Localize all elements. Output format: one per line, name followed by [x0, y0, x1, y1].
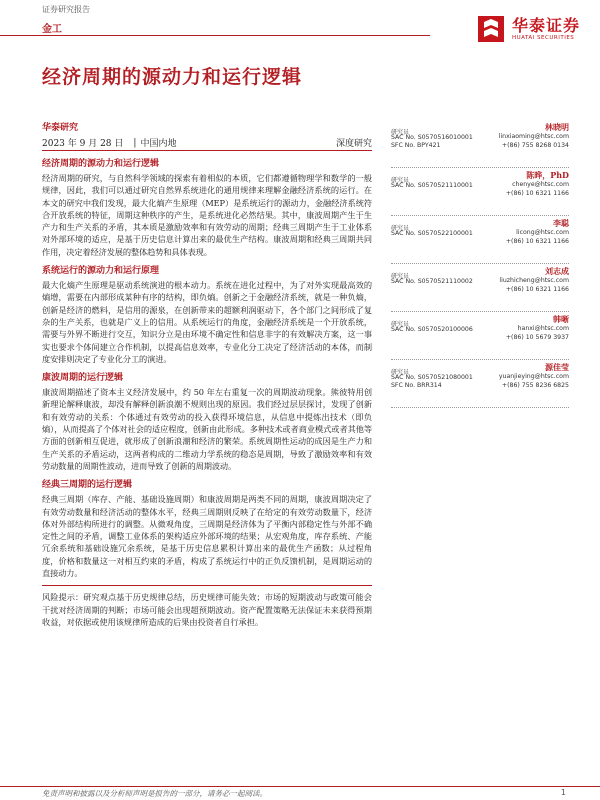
- risk-warning: 风险提示：研究观点基于历史规律总结，历史规律可能失效；市场的短期波动与政策可能会干扰对经济周期的判断；市场可能会出现超预期波动。资产配置策略无法保证未来获得预期收益，对依据或使用该规律所造成的后果由投资者自行承担。: [42, 585, 372, 628]
- analyst-email[interactable]: liuzhicheng@htsc.com: [499, 277, 569, 284]
- report-type: 深度研究: [335, 139, 372, 149]
- analyst-role: 研究员: [391, 369, 410, 376]
- analyst-sac: SAC No. S0570516010001: [391, 134, 473, 141]
- report-meta: [42, 135, 372, 151]
- section-heading: 康波周期的运行逻辑: [42, 373, 124, 384]
- meta-separator: |: [133, 137, 137, 148]
- analyst-role: 研究员: [391, 129, 410, 136]
- analyst-sac: SAC No. S0570521110001: [391, 182, 473, 189]
- analyst-email[interactable]: linxiaoming@htsc.com: [498, 133, 569, 140]
- analyst-name: 韩晰: [553, 314, 569, 324]
- analyst-phone: +(86) 10 6321 1166: [505, 286, 569, 293]
- brand-name-en: HUATAI SECURITIES: [512, 35, 575, 41]
- section-heading: 系统运行的源动力和运行原理: [42, 266, 160, 277]
- brand-name-cn: 华泰证券: [512, 16, 581, 35]
- doc-category: 证券研究报告: [42, 5, 90, 14]
- analyst-name: 陈晔，PhD: [526, 170, 569, 180]
- report-source: 华泰研究: [42, 123, 79, 133]
- section-paragraph: 最大化熵产生原理是驱动系统演进的根本动力。系统在进化过程中，为了对外实现最高效的熵增，需要在内部形成某种有序的结构，即负熵。创新之于金融经济系统，就是一种负熵，创新是经济的燃料，是信用的源泉，在创新带来的超额利润驱动下，各个部门之间形成了复杂的生产关系，也就是广义上的信用。从系统运行的角度，金融经济系统是一个开放系统，需要与外界不断进行交互，知识分立是由环境不确定性和信息非字的有效解决方案，这一事实也要求个体间建立合作机制，以提高信息效率，专业化分工决定了经济活动的本体，而制度安排则决定了专业化分工的演进。: [42, 280, 372, 364]
- analyst-phone: +(86) 755 8268 0134: [501, 142, 569, 149]
- section-paragraph: 康波周期描述了资本主义经济发展中，约 50 年左右重复一次的周期波动现象。熊彼特用创新理论解释康波，却没有解释创新浪潮不规则出现的原因。我们经过层层探讨，发现了创新和有效劳动的关系：个体通过有效劳动的投入获得环境信息，从信息中提炼出技术（即负熵），从而提高了个体对社会的适应程度，创新由此形成。多种技术或者商业模式或者其他等方面的创新相互促进，就形成了创新浪潮和经济的繁荣。系统周期性运动的成因是生产力和生产关系的矛盾运动，这两者构成的二维动力学系统的稳态是周期，导致了激励效率和有效劳动数量的周期性波动，进而导致了创新的周期波动。: [42, 387, 372, 471]
- section-paragraph: 经典三周期（库存、产能、基础设施周期）和康波周期是两类不同的周期，康波周期决定了有效劳动数量和经济活动的整体水平，经典三周期则反映了在给定的有效劳动数量下，经济体对外部结构所进行的调整。从微观角度，三周期是经济体为了平衡内部稳定性与外部不确定性之间的矛盾，调整工业体系的架构适应外部环境的结果；从宏观角度，库存系统、产能冗余系统和基础设施冗余系统，是基于历史信息累积计算出来的最优生产函数；从过程角度，价格和数量这一对相互约束的矛盾，构成了系统运行中的正负反馈机制，是周期运动的直接动力。: [42, 494, 372, 579]
- section-paragraph: 经济周期的研究，与自然科学领域的探索有着相似的本质，它们都遵循物理学和数学的一般规律，因此，我们可以通过研究自然界系统进化的通用规律来理解金融经济系统的运行。在本文的研究中我们发现，最大化熵产生原理（MEP）是系统运行的源动力，金融经济系统符合开放系统的特征，周期这种秩序的产生，是系统进化必然结果。其中，康波周期产生于生产力和生产关系的矛盾，其本质是激励效率和有效劳动的周期；经典三周期产生于工业体系对外部环境的适应，是基于历史信息计算出来的最优生产结构。康波周期和经典三周期共同作用，决定着经济发展的整体趋势和具体表现。: [42, 173, 372, 257]
- report-region: 中国内地: [140, 139, 177, 149]
- analyst-card: [391, 264, 569, 312]
- analyst-sac: SAC No. S0570521080001: [391, 374, 473, 381]
- section-tag: 金工: [42, 24, 62, 35]
- page-footer: [0, 786, 600, 800]
- analyst-phone: +(86) 10 5679 3937: [505, 334, 569, 341]
- analyst-panel: [391, 120, 569, 408]
- analyst-card: [391, 312, 569, 360]
- page-number: 1: [560, 788, 566, 797]
- header-rule: [0, 22, 430, 36]
- analyst-role: 研究员: [391, 321, 410, 328]
- analyst-sac: SAC No. S0570521110002: [391, 278, 473, 285]
- analyst-card: [391, 120, 569, 168]
- report-title: 经济周期的源动力和运行逻辑: [42, 66, 303, 88]
- analyst-sfc: SFC No. BPY421: [391, 142, 441, 149]
- analyst-name: 林晓明: [545, 122, 569, 132]
- analyst-email[interactable]: chenye@htsc.com: [512, 181, 569, 188]
- section-heading: 经济周期的源动力和运行逻辑: [42, 159, 160, 169]
- analyst-email[interactable]: yuanjieying@htsc.com: [498, 373, 569, 380]
- section-heading: 经典三周期的运行逻辑: [42, 480, 133, 491]
- analyst-role: 研究员: [391, 273, 410, 280]
- analyst-role: 研究员: [391, 177, 410, 184]
- analyst-sac: SAC No. S0570522100001: [391, 230, 473, 237]
- analyst-card: [391, 168, 569, 216]
- analyst-email[interactable]: licong@htsc.com: [516, 229, 569, 236]
- analyst-phone: +(86) 755 8236 6825: [501, 382, 569, 389]
- huatai-logo-icon: [476, 14, 506, 44]
- analyst-name: 刘志成: [545, 266, 569, 276]
- analyst-name: 源佳莹: [545, 362, 569, 372]
- analyst-phone: +(86) 10 6321 1166: [505, 190, 569, 197]
- header-bar: [0, 22, 430, 36]
- analyst-email[interactable]: hanxi@htsc.com: [517, 325, 569, 332]
- analyst-name: 李聪: [553, 218, 569, 228]
- analyst-card: [391, 216, 569, 264]
- report-date: 2023 年 9 月 28 日: [42, 139, 124, 149]
- analyst-card: [391, 360, 569, 408]
- analyst-role: 研究员: [391, 225, 410, 232]
- analyst-sfc: SFC No. BRR314: [391, 382, 442, 389]
- footer-rule: [0, 786, 600, 787]
- brand-logo: [476, 14, 580, 44]
- analyst-sac: SAC No. S0570520100006: [391, 326, 473, 333]
- analyst-phone: +(86) 10 6321 1166: [505, 238, 569, 245]
- footer-disclaimer: 免责声明和披露以及分析师声明是报告的一部分，请务必一起阅读。: [42, 789, 267, 798]
- report-body: [42, 158, 372, 628]
